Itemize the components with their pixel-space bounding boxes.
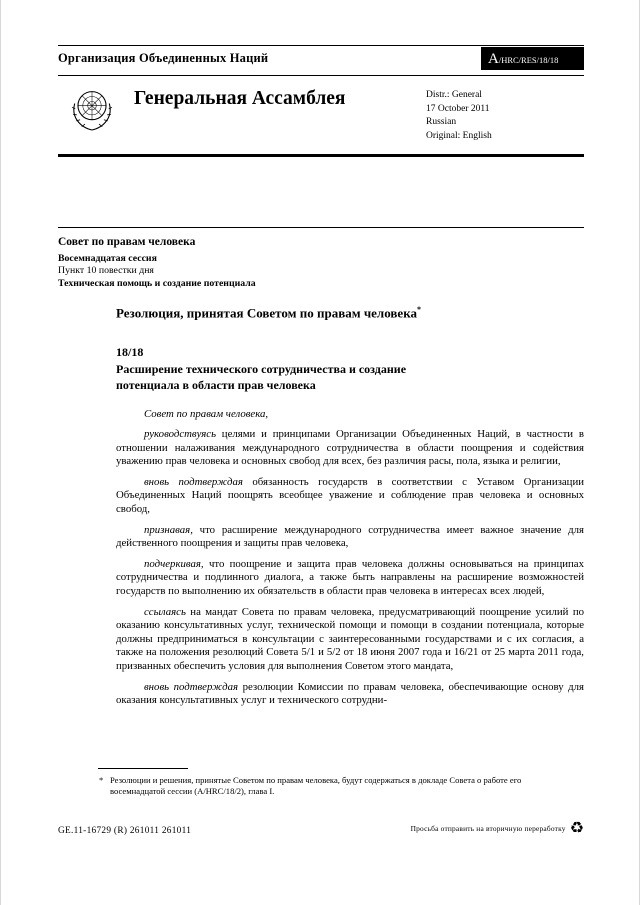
preamble-paragraph [116, 476, 584, 517]
resolution-number: 18/18 [116, 345, 144, 360]
thick-rule [58, 154, 584, 157]
document-body [116, 305, 584, 715]
footnote-block [96, 768, 566, 798]
preamble-lead: подчеркивая, [144, 557, 204, 570]
preamble-paragraph [116, 524, 584, 551]
preamble-paragraph [116, 606, 584, 674]
preamble-lead: вновь подтверждая [144, 680, 239, 693]
symbol-prefix: A [488, 51, 499, 67]
recycle-note-block [411, 820, 584, 836]
header-rule [58, 75, 584, 76]
original-language-line: Original: English [426, 130, 492, 141]
preamble-text: целями и принципами Организации Объединенных Наций, в частности в отношении налаживания международного сотрудничества в области поощрения и содействия уважению прав человека и основных свобод для всех, без различия расы, пола, языка и религии, [116, 428, 584, 468]
distr-line: Distr.: General [426, 90, 482, 100]
preamble-paragraph [116, 428, 584, 469]
footnote-reference-mark: * [417, 305, 421, 314]
resolution-heading [116, 305, 584, 321]
resolution-heading-text: Резолюция, принятая Советом по правам человека [116, 305, 417, 321]
footnote-rule [98, 768, 188, 769]
agenda-topic: Техническая помощь и создание потенциала [58, 277, 256, 289]
preamble-text: на мандат Совета по правам человека, предусматривающий поощрение усилий по оказанию консультативных услуг, технической помощи и помощи в создании потенциала, которые должны предприниматься в консультации с заинтересованными государствами и с их согласия, а также на положения резолюций Совета 5/1 и 5/2 от 18 июня 2007 года и 16/21 от 25 марта 2011 года, призванных обеспечить условия для выполнения Советом этого мандата, [116, 605, 584, 672]
recycle-note: Просьба отправить на вторичную переработку [410, 823, 566, 833]
recycle-icon: ♻ [569, 818, 584, 837]
preamble-text: обязанность государств в соответствии с Уставом Организации Объединенных Наций поощрять всеобщее уважение и соблюдение прав человека и основных свобод, [116, 475, 585, 516]
preamble-text: что расширение международного сотрудничества имеет важное значение для действенного поощрения и защиты прав человека, [116, 523, 584, 550]
opening-line: Совет по правам человека, [144, 408, 269, 421]
org-name: Организация Объединенных Наций [58, 51, 269, 65]
section-rule [58, 227, 584, 228]
preamble-lead: признавая, [144, 523, 193, 536]
preamble-paragraph [116, 558, 584, 599]
document-symbol-badge [481, 47, 584, 70]
preamble-paragraph [116, 681, 584, 708]
assembly-title: Генеральная Ассамблея [134, 88, 346, 109]
symbol-suffix: /HRC/RES/18/18 [498, 55, 559, 65]
preamble-lead: вновь подтверждая [144, 475, 243, 488]
date-line: 17 October 2011 [426, 103, 490, 114]
agenda-item: Пункт 10 повестки дня [58, 265, 154, 276]
council-name: Совет по правам человека [58, 236, 196, 248]
preamble-text: резолюции Комиссии по правам человека, обеспечивающие основу для оказания консультативных услуг и технического сотрудни- [116, 680, 585, 707]
preamble-lead: ссылаясь [144, 605, 186, 618]
top-rule [58, 45, 584, 46]
session-block [58, 236, 256, 290]
language-line: Russian [426, 117, 457, 127]
preamble-text: что поощрение и защита прав человека должны основываться на принципах сотрудничества и подлинного диалога, а также быть направлены на расширение возможностей государств по выполнению их обязательств в области прав человека в интересах всех людей, [116, 557, 584, 597]
document-reference: GE.11-16729 (R) 261011 261011 [58, 826, 192, 836]
distribution-block [426, 89, 492, 143]
footnote-mark: * [99, 775, 104, 785]
un-emblem-icon [65, 83, 119, 142]
resolution-title: Расширение технического сотрудничества и создание потенциала в области прав человека [116, 362, 407, 392]
footnote-text: Резолюции и решения, принятые Советом по правам человека, будут содержаться в докладе Совета о работе его восемнадцатой сессии (A/HRC/18/2), глава I. [110, 775, 522, 797]
session-number: Восемнадцатая сессия [58, 252, 157, 264]
preamble-lead: руководствуясь [144, 428, 216, 441]
